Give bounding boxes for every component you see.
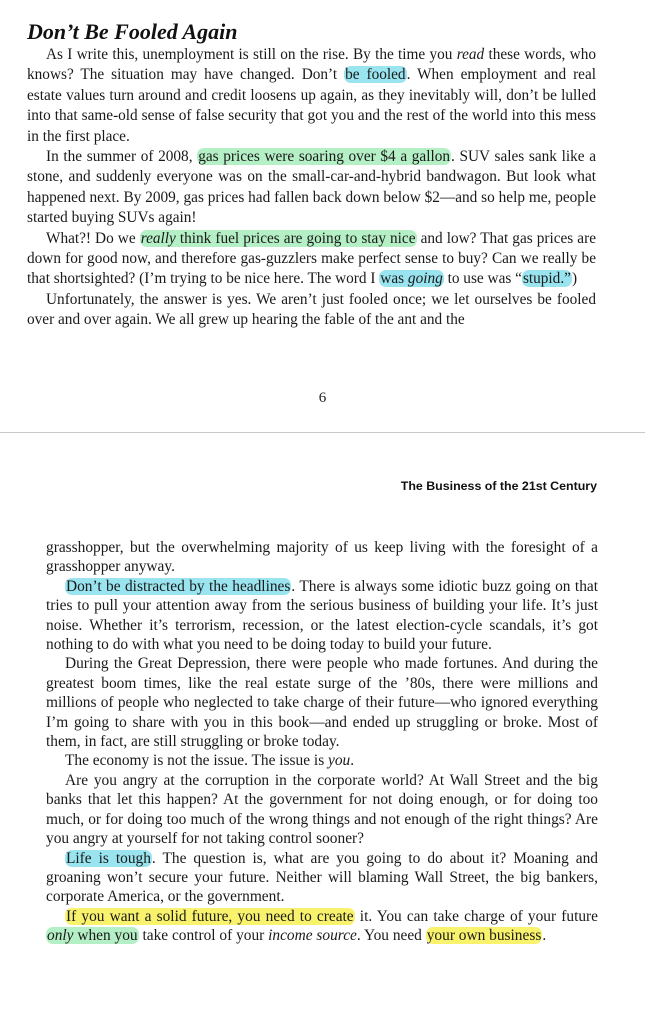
paragraph-gas-prices: In the summer of 2008, gas prices were soaring over $4 a gallon. SUV sales sank like a stone, and suddenly everyone was on the small-car-and-hybrid bandwagon. But look what happened next. By 2009, gas prices had fallen back down below $2—and so help me, people started buying SUVs again!	[27, 148, 596, 227]
paragraph-great-depression: During the Great Depression, there were people who made fortunes. And during the greatest boom times, like the real estate surge of the ’80s, there were millions and millions of people who neglected to take charge of their future—who ignored everything I’m going to share with you in this book—and ended up struggling or broke. Most of them, in fact, are still struggling or broke today.	[46, 655, 598, 751]
paragraph-grasshopper: grasshopper, but the overwhelming majority of us keep living with the foresight of a grasshopper anyway.	[46, 539, 598, 576]
paragraph-headlines: Don’t be distracted by the headlines. There is always some idiotic buzz going on that tries to pull your attention away from the serious business of building your life. It’s just noise. Whether it’s terrorism, recession, or the latest election-cycle scandals, it’s got nothing to do with what you need to be doing today to build your future.	[46, 577, 598, 654]
paragraph-solid-future: If you want a solid future, you need to create it. You can take charge of your future only when you take control of your income source. You need your own business.	[47, 907, 599, 945]
highlight-headlines: Don’t be distracted by the headlines	[66, 577, 291, 595]
highlight-stupid: stupid.”	[522, 270, 571, 288]
page-number: 6	[318, 390, 327, 406]
highlight-be-fooled: be fooled	[345, 66, 406, 84]
page-seven-body	[46, 538, 598, 946]
paragraph-life-is-tough: Life is tough. The question is, what are you going to do about it? Moaning and groaning won’t secure your future. Neither will blaming Wall Street, the big bankers, corporate America, or the government.	[46, 849, 598, 906]
highlight-was-going: was going	[380, 270, 443, 288]
paragraph-fooled-over: Unfortunately, the answer is yes. We aren’t just fooled once; we let ourselves be fooled over and over again. We all grew up hearing the fable of the ant and the	[27, 290, 596, 329]
paragraph-economy: The economy is not the issue. The issue is you.	[65, 752, 355, 770]
paragraph-angry: Are you angry at the corruption in the corporate world? At Wall Street and the big banks that let this happen? At the government for not doing enough, or for doing too much, or for doing too much of the wrong things and not enough of the right things? Are you angry at yourself for not taking control sooner?	[46, 771, 598, 848]
section-heading: Don’t Be Fooled Again	[27, 19, 238, 44]
highlight-solid-future: If you want a solid future, you need to create	[66, 907, 354, 925]
highlight-life-is-tough: Life is tough	[66, 849, 151, 867]
highlight-fuel-prices: really think fuel prices are going to stay nice	[140, 229, 416, 247]
paragraph-fuel-prices: What?! Do we really think fuel prices are going to stay nice and low? That gas prices are down for good now, and therefore gas-guzzlers make perfect sense to buy? Can we really be that shortsighted? (I’m trying to be nice here. The word I was going to use was “stupid.”)	[27, 229, 596, 288]
page-seven	[0, 433, 645, 1023]
running-head: The Business of the 21st Century	[400, 479, 597, 493]
highlight-gas-prices: gas prices were soaring over $4 a gallon	[198, 148, 451, 166]
highlight-only-when-you: only when you	[47, 927, 138, 945]
page-six	[0, 0, 645, 432]
page-six-body	[27, 45, 596, 331]
paragraph-unemployment: As I write this, unemployment is still on the rise. By the time you read these words, who knows? The situation may have changed. Don’t be fooled. When employment and real estate values turn around and credit loosens up again, as they inevitably will, don’t be lulled into that same-old sense of false security that got you and the rest of the world into this mess in the first place.	[27, 46, 596, 145]
highlight-own-business: your own business	[426, 927, 542, 945]
